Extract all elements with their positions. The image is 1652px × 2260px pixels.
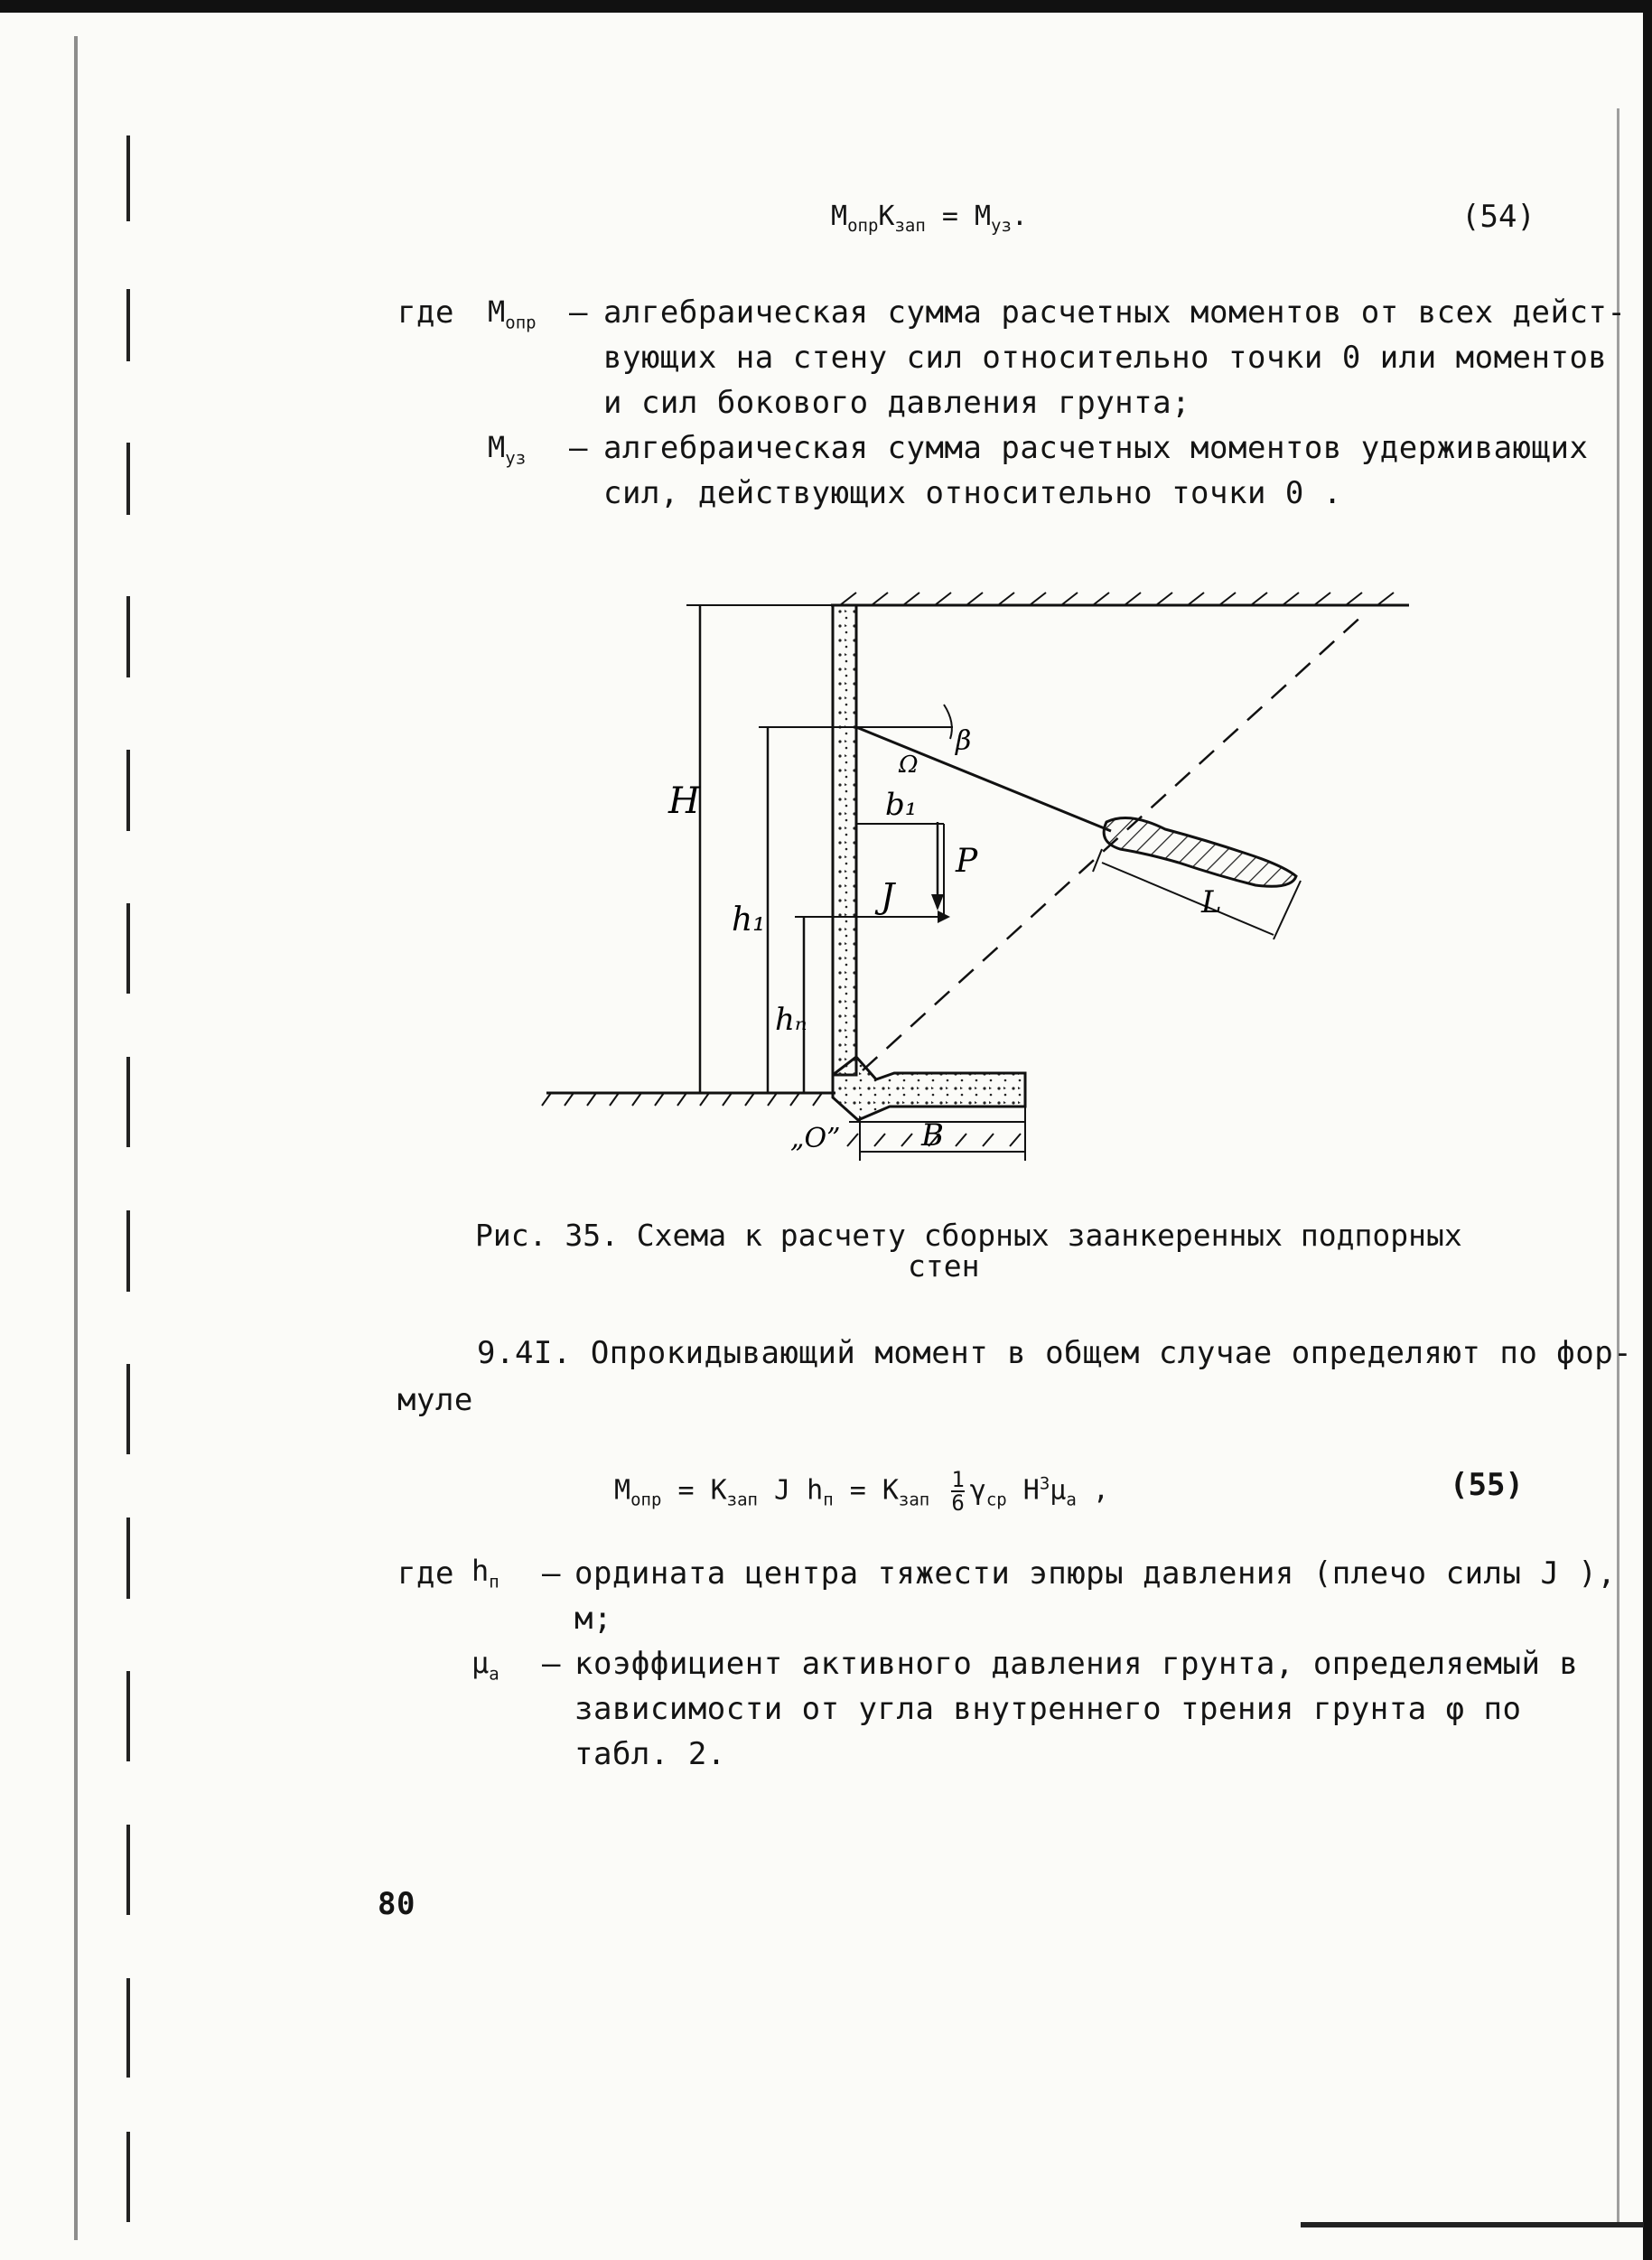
scan-border-bottom	[1301, 2222, 1644, 2227]
label-b1: b₁	[885, 787, 918, 823]
label-h1: h₁	[732, 901, 766, 939]
figure-caption-cont: стен	[908, 1248, 980, 1284]
symbol-h-n: $h_п$	[471, 1554, 499, 1592]
scan-right-rule	[1617, 108, 1619, 2222]
margin-mark	[126, 1364, 130, 1454]
margin-mark	[126, 2132, 130, 2222]
definition-line: табл. 2.	[574, 1736, 726, 1772]
definition-line: вующих на стену сил относительно точки 0 или моментов	[603, 340, 1608, 376]
page-number: 80	[378, 1886, 415, 1922]
margin-mark	[126, 1210, 130, 1292]
definition-dash: –	[542, 1646, 561, 1682]
where-label: где	[397, 1555, 454, 1592]
symbol-m-uz: $M_{уз}$	[488, 430, 527, 469]
label-O: „O”	[790, 1123, 841, 1154]
paragraph-line: 9.4I. Опрокидывающий момент в общем случае определяют по фор-	[477, 1335, 1633, 1371]
label-H: H	[668, 780, 700, 822]
definition-line: сил, действующих относительно точки 0 .	[603, 475, 1342, 511]
label-P: P	[956, 843, 978, 880]
label-beta: β	[956, 725, 972, 757]
margin-mark	[126, 750, 130, 831]
symbol-m-opr: $M_{опр}$	[488, 294, 537, 333]
definition-line: ордината центра тяжести эпюры давления (плечо силы J ),	[574, 1555, 1617, 1592]
definition-line: коэффициент активного давления грунта, определяемый в	[574, 1646, 1579, 1682]
definition-line: зависимости от угла внутреннего трения грунта φ по	[574, 1691, 1522, 1727]
where-label: где	[397, 294, 454, 331]
definition-line: алгебраическая сумма расчетных моментов удерживающих	[603, 430, 1589, 466]
paragraph-line: муле	[397, 1382, 473, 1418]
label-hn: hₙ	[775, 1002, 807, 1038]
margin-mark	[126, 1671, 130, 1761]
margin-mark	[126, 903, 130, 994]
definition-dash: –	[542, 1555, 561, 1592]
definition-line: алгебраическая сумма расчетных моментов от всех дейст-	[603, 294, 1627, 331]
margin-mark	[126, 289, 130, 361]
figure-caption: Рис. 35. Схема к расчету сборных заанкеренных подпорных	[475, 1218, 1462, 1253]
margin-mark	[126, 1825, 130, 1915]
equation-number-54: (54)	[1461, 199, 1535, 235]
label-J: J	[881, 876, 895, 916]
label-omega: Ω	[899, 752, 919, 779]
formula-55: $M_{опр} = K_{зап}$ J $h_п = K_{зап}$ $\frac{1}{6}$ $\gamma_{ср}$ $H^3\mu_a$ ,	[614, 1467, 1109, 1516]
retaining-wall-diagram	[533, 578, 1436, 1174]
margin-mark	[126, 1978, 130, 2078]
margin-mark	[126, 1057, 130, 1147]
margin-mark	[126, 596, 130, 677]
scan-border-right	[1643, 0, 1652, 2260]
definition-line: и сил бокового давления грунта;	[603, 385, 1191, 421]
scan-border-top	[0, 0, 1652, 13]
label-L: L	[1201, 884, 1222, 920]
margin-mark	[126, 1518, 130, 1599]
definition-dash: –	[569, 430, 588, 466]
formula-54: $M_{опр}K_{зап} = M_{уз}$.	[831, 201, 1028, 236]
scan-margin-line	[74, 36, 78, 2240]
definition-line: м;	[574, 1601, 612, 1637]
margin-mark	[126, 443, 130, 515]
equation-number-55: (55)	[1450, 1467, 1524, 1503]
definition-dash: –	[569, 294, 588, 331]
margin-mark	[126, 135, 130, 221]
label-B: B	[921, 1117, 944, 1153]
symbol-mu-a: $\mu_a$	[471, 1646, 499, 1685]
